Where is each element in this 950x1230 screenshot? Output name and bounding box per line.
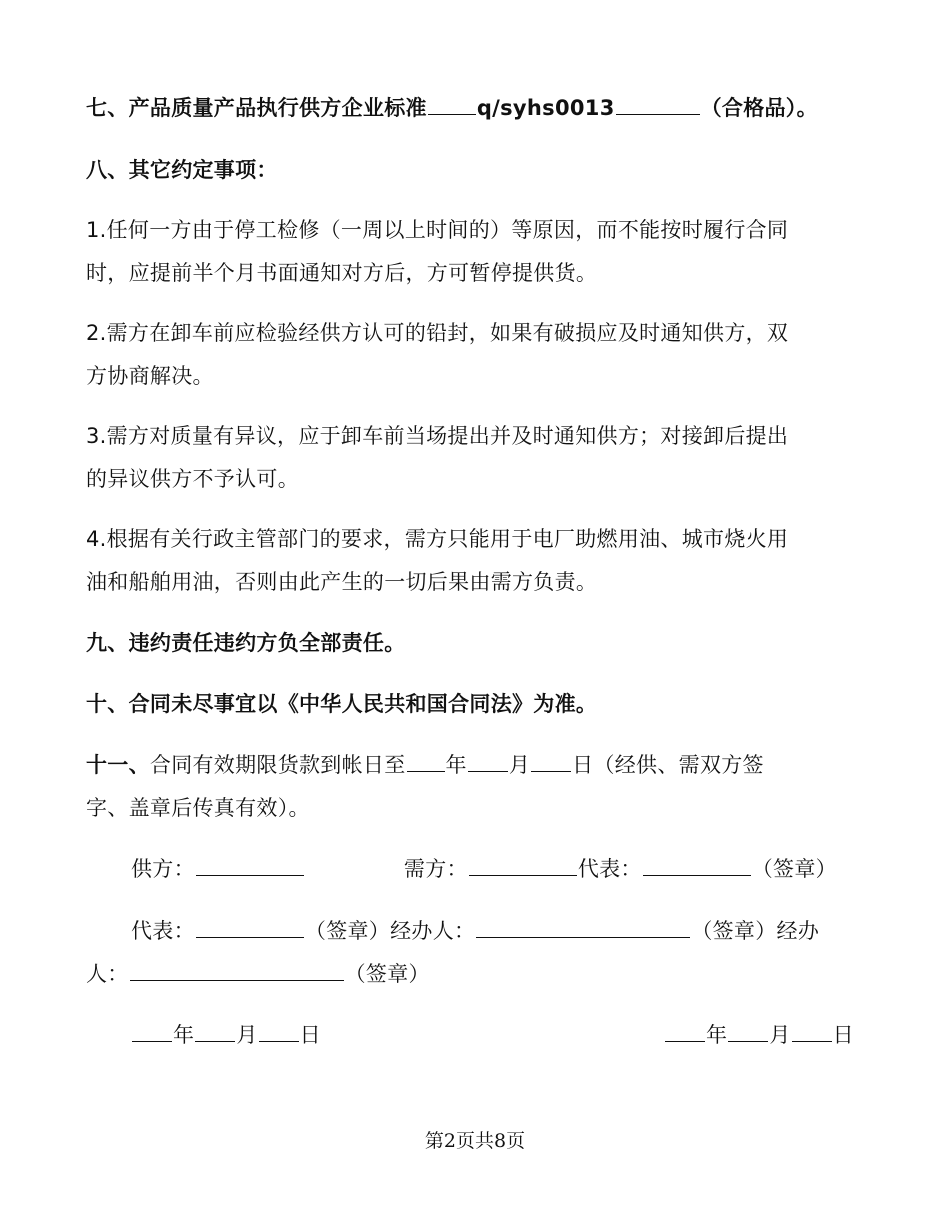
section-11-line-1 [86, 751, 764, 779]
signature-row-3 [86, 960, 430, 988]
item-4-line-2: 油和船舶用油，否则由此产生的一切后果由需方负责。 [86, 570, 598, 594]
section-10: 十、合同未尽事宜以《中华人民共和国合同法》为准。 [86, 692, 598, 716]
handler-label-part-2: 人： [86, 962, 129, 986]
day-blank [259, 1021, 299, 1042]
section-9: 九、违约责任违约方负全部责任。 [86, 631, 406, 655]
year-blank [665, 1021, 705, 1042]
supplier-date [131, 1021, 321, 1049]
section-11-number: 十一、 [86, 753, 150, 777]
item-3-line-2: 的异议供方不予认可。 [86, 467, 299, 491]
day-blank [531, 751, 571, 772]
buyer-date [664, 1021, 854, 1049]
handler-blank [130, 960, 344, 981]
month-blank [728, 1021, 768, 1042]
buyer-blank [469, 855, 577, 876]
seal-label: （签章） [344, 962, 430, 986]
item-2-line-2: 方协商解决。 [86, 364, 214, 388]
month-blank [468, 751, 508, 772]
month-label: 月 [508, 753, 531, 777]
signature-row-1 [131, 855, 837, 883]
representative-blank [196, 917, 304, 938]
year-blank [407, 751, 445, 772]
buyer-label: 需方： [403, 857, 468, 881]
blank-field [428, 94, 476, 115]
section-11-note: （经供、需双方签 [593, 753, 764, 777]
page-number: 第2页共8页 [424, 1130, 526, 1152]
quality-standard-code: q/syhs0013 [476, 96, 615, 120]
handler-label-part-1: 经办 [776, 919, 820, 943]
section-7-suffix: （合格品）。 [700, 96, 818, 120]
item-1-line-1: 1.任何一方由于停工检修（一周以上时间的）等原因，而不能按时履行合同 [86, 218, 789, 242]
day-label: 日 [832, 1023, 854, 1047]
seal-label: （签章） [691, 919, 777, 943]
item-2-line-1: 2.需方在卸车前应检验经供方认可的铅封，如果有破损应及时通知供方，双 [86, 321, 789, 345]
item-4-line-1: 4.根据有关行政主管部门的要求，需方只能用于电厂助燃用油、城市烧火用 [86, 527, 789, 551]
section-11-line-2: 字、盖章后传真有效）。 [86, 796, 310, 820]
section-11-text: 合同有效期限货款到帐日至 [149, 753, 406, 777]
seal-label: （签章） [751, 857, 837, 881]
day-label: 日 [572, 753, 594, 777]
year-label: 年 [173, 1023, 195, 1047]
representative-label: 代表： [577, 857, 642, 881]
representative-label: 代表： [131, 919, 195, 943]
blank-field [616, 94, 700, 115]
signature-row-2 [131, 917, 819, 945]
section-7-prefix: 七、产品质量产品执行供方企业标准 [86, 96, 427, 120]
day-label: 日 [299, 1023, 321, 1047]
seal-label: （签章） [304, 919, 391, 943]
year-label: 年 [445, 753, 467, 777]
day-blank [792, 1021, 832, 1042]
year-label: 年 [706, 1023, 728, 1047]
representative-blank [643, 855, 751, 876]
year-blank [132, 1021, 172, 1042]
section-7-line [86, 94, 818, 122]
section-8-heading: 八、其它约定事项： [86, 158, 278, 182]
item-3-line-1: 3.需方对质量有异议，应于卸车前当场提出并及时通知供方；对接卸后提出 [86, 424, 789, 448]
handler-label: 经办人： [390, 919, 476, 943]
supplier-label: 供方： [131, 857, 195, 881]
month-label: 月 [769, 1023, 791, 1047]
supplier-blank [196, 855, 304, 876]
handler-blank [476, 917, 690, 938]
item-1-line-2: 时，应提前半个月书面通知对方后，方可暂停提供货。 [86, 261, 598, 285]
month-label: 月 [236, 1023, 258, 1047]
month-blank [195, 1021, 235, 1042]
